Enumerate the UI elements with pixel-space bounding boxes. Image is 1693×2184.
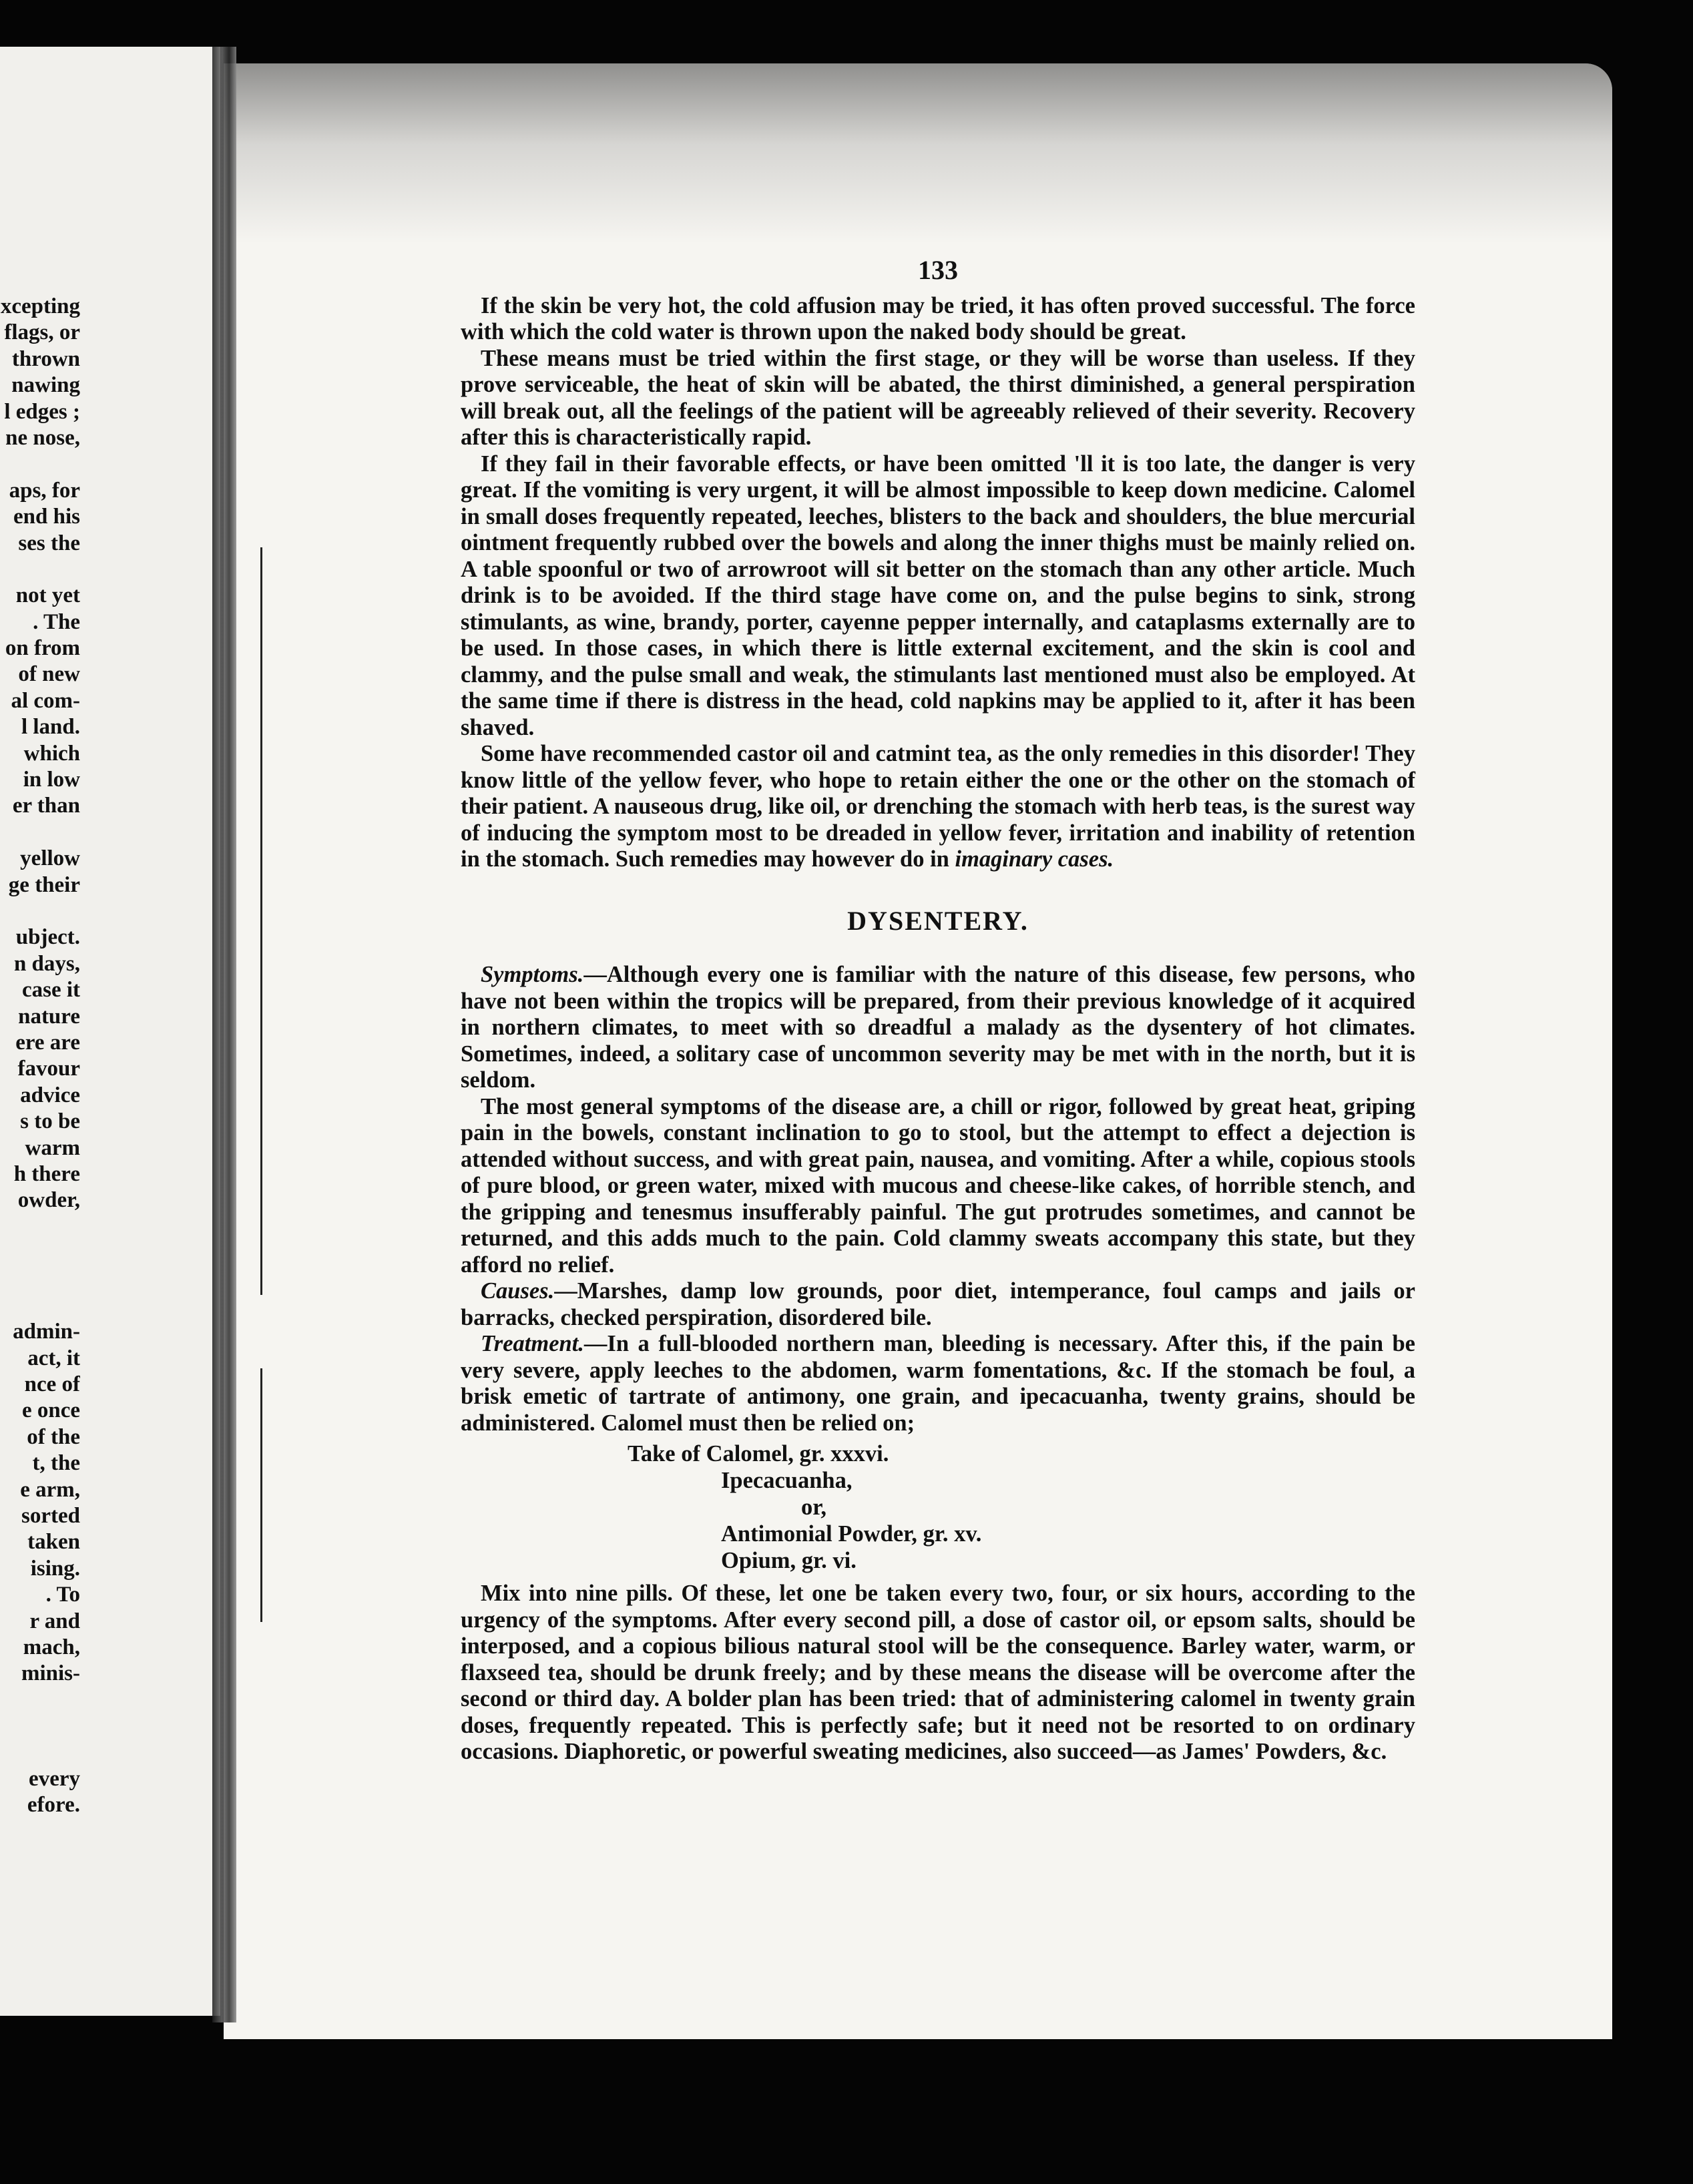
left-page-fragment [0, 1713, 80, 1739]
left-page-fragment: al com- [11, 688, 80, 713]
recipe-line-or: or, [801, 1494, 827, 1520]
left-page-fragment: on from [5, 636, 80, 661]
causes-label: Causes. [481, 1278, 555, 1304]
left-page-fragment [0, 451, 80, 477]
left-page-fragment: . To [45, 1583, 80, 1607]
left-page-fragment: r and [29, 1609, 80, 1633]
book-spine [212, 47, 236, 2022]
left-page-fragment: minis- [21, 1661, 80, 1686]
paragraph-castor-oil [461, 741, 1415, 873]
left-page-fragment [0, 1214, 80, 1240]
left-page-fragment: favour [17, 1057, 80, 1081]
left-page-fragment: thrown [11, 346, 80, 371]
left-page-fragment: e once [21, 1398, 80, 1423]
binding-stitch [260, 1368, 269, 1622]
left-page-fragment: flags, or [4, 320, 80, 345]
left-page-fragment: owder, [17, 1188, 80, 1213]
left-page-fragment: nawing [11, 373, 80, 398]
left-page-fragment: which [23, 741, 80, 766]
castor-emphasis: imaginary cases. [955, 846, 1114, 872]
left-page-fragment [0, 820, 80, 846]
left-page-fragment: ising. [30, 1556, 80, 1581]
left-page-fragment: xcepting [0, 294, 80, 318]
left-page-fragment [0, 1266, 80, 1292]
castor-text: Some have recommended castor oil and catmint tea, as the only remedies in this disorder! They know little of the yellow fever, who hope to retain either the one or the other on the stomach of their patient. A nauseous drug, like oil, or drenching the stomach with herb teas, is the surest way of inducing the symptom most to be dreaded in yellow fever, irritation and inability of retention in the stomach. Such remedies may however do in [461, 741, 1415, 872]
binding-stitch [260, 547, 269, 1295]
paragraph-pills: Mix into nine pills. Of these, let one be taken every two, four, or six hours, according to the urgency of the symptoms. After every second pill, a dose of castor oil, or epsom salts, should be interposed, and a copious bilious natural stool will be the consequence. Barley water, warm, or flaxseed tea, should be drunk freely; and by these means the disease will be overcome after the second or third day. A bolder plan has been tried: that of administering calomel in twenty grain doses, frequently repeated. This is perfectly safe; but it need not be resorted to on ordinary occasions. Diaphoretic, or powerful sweating medicines, also succeed—as James' Powders, &c. [461, 1581, 1415, 1764]
left-page-fragment: act, it [27, 1346, 80, 1370]
section-heading-dysentery: DYSENTERY. [847, 905, 1029, 936]
recipe-line-antimonial: Antimonial Powder, gr. xv. [721, 1521, 982, 1547]
left-page-fragment: warm [25, 1135, 80, 1160]
prescription-recipe [628, 1440, 1415, 1574]
left-page-fragment: nature [18, 1004, 80, 1029]
recipe-line-opium: Opium, gr. vi. [721, 1548, 857, 1573]
paragraph-general-symptoms: The most general symptoms of the disease are, a chill or rigor, followed by great heat, griping pain in the bowels, constant inclination to go to stool, but the attempt to effect a dejection is attended without success, and with great pain, nausea, and vomiting. After a while, copious stools of pure blood, or green water, mixed with mucous and cheese-like cakes, of horrible stench, and the gripping and tenesmus insufferably painful. The gut protrudes sometimes, and cannot be returned, and this adds much to the pain. Cold clammy sweats accompany this state, but they afford no relief. [461, 1093, 1415, 1278]
left-page-fragment: l land. [21, 715, 80, 740]
left-page-fragment: of new [18, 662, 80, 687]
left-page-fragment: aps, for [9, 478, 80, 503]
page-number: 133 [918, 255, 958, 285]
paragraph-cold-affusion: If the skin be very hot, the cold affusion may be tried, it has often proved successful. The force with which the cold water is thrown upon the naked body should be great. [461, 292, 1415, 344]
left-page-fragment: ge their [8, 872, 80, 897]
left-page-fragment: admin- [13, 1320, 80, 1344]
left-page-fragment: every [29, 1766, 80, 1791]
causes-text: —Marshes, damp low grounds, poor diet, intemperance, foul camps and jails or barracks, checked perspiration, disordered bile. [461, 1278, 1415, 1330]
symptoms-label: Symptoms. [481, 962, 584, 987]
page-content [461, 257, 1415, 1765]
left-page-fragment [0, 1739, 80, 1765]
left-page-fragment: end his [13, 505, 80, 529]
left-page-fragment: . The [33, 609, 80, 634]
left-page-fragment: ere are [15, 1030, 80, 1055]
paragraph-treatment-failure: If they fail in their favorable effects, or have been omitted 'll it is too late, the danger is very great. If the vomiting is very urgent, it will be almost impossible to keep down medicine. Calomel in small doses frequently repeated, leeches, blisters to the back and shoulders, the blue mercurial ointment frequently rubbed over the bowels and along the inner thighs must be mainly relied on. A table spoonful or two of arrowroot will sit better on the stomach than any other article. Much drink is to be avoided. If the third stage have come on, and the pulse begins to sink, strong stimulants, as wine, brandy, porter, cayenne pepper internally, and cataplasms externally are to be used. In those cases, in which there is little external excitement, and the skin is cool and clammy, and the pulse small and weak, the stimulants last mentioned must also be employed. At the same time if there is distress in the head, cold napkins may be applied to it, after it has been shaved. [461, 451, 1415, 740]
left-page-fragment: n days, [13, 951, 80, 976]
left-page-fragment: s to be [20, 1109, 80, 1134]
left-page-fragment: mach, [23, 1635, 80, 1659]
left-page-fragment: er than [12, 794, 80, 818]
left-page-fragment: efore. [27, 1793, 80, 1818]
left-page-fragment: ubject. [15, 925, 80, 950]
treatment-label: Treatment. [481, 1331, 584, 1356]
paragraph-first-stage: These means must be tried within the first stage, or they will be worse than useless. If they prove serviceable, the heat of skin will be abated, the thirst diminished, a general perspiration will break out, all the feelings of the patient will be agreeably relieved of their severity. Recovery after this is characteristically rapid. [461, 345, 1415, 450]
left-page-text-fragments [0, 294, 80, 1819]
paragraph-symptoms [461, 962, 1415, 1094]
left-page-fragment: yellow [20, 846, 80, 871]
paragraph-treatment [461, 1331, 1415, 1436]
left-page-fragment: nce of [24, 1372, 80, 1397]
left-page-fragment: taken [27, 1530, 80, 1555]
left-page-fragment: ses the [18, 531, 80, 555]
left-page-fragment: h there [13, 1161, 80, 1186]
left-page-fragment: not yet [15, 583, 80, 608]
left-page-fragment [0, 557, 80, 583]
left-page-fragment: in low [23, 768, 80, 792]
symptoms-text: —Although every one is familiar with the nature of this disease, few persons, who have not been within the tropics will be prepared, from their previous knowledge of it acquired in northern climates, to meet with so dreadful a malady as the dysentery of hot climates. Sometimes, indeed, a solitary case of uncommon severity may be met with in the north, but it is seldom. [461, 962, 1415, 1093]
treatment-text: —In a full-blooded northern man, bleeding is necessary. After this, if the pain be very severe, apply leeches to the abdomen, warm fomentations, &c. If the stomach be foul, a brisk emetic of tartrate of antimony, one grain, and ipecacuanha, twenty grains, should be administered. Calomel must then be relied on; [461, 1331, 1415, 1436]
left-page-fragment [0, 1293, 80, 1319]
left-page-fragment: case it [21, 978, 80, 1003]
left-page-fragment [0, 898, 80, 924]
water-stain [224, 63, 1612, 244]
left-page-fragment: advice [20, 1083, 80, 1107]
left-page-fragment [0, 1687, 80, 1713]
recipe-line-ipecacuanha: Ipecacuanha, [721, 1468, 853, 1493]
left-page-fragment: ne nose, [5, 425, 80, 450]
left-page-fragment: of the [27, 1424, 80, 1449]
paragraph-causes [461, 1278, 1415, 1331]
recipe-line-calomel: Take of Calomel, gr. xxxvi. [628, 1441, 889, 1466]
left-page-fragment: l edges ; [4, 399, 80, 424]
left-page-fragment: t, the [32, 1451, 80, 1476]
left-page-fragment [0, 1240, 80, 1266]
left-page-fragment: sorted [21, 1503, 80, 1528]
left-page-fragment: e arm, [20, 1477, 80, 1502]
